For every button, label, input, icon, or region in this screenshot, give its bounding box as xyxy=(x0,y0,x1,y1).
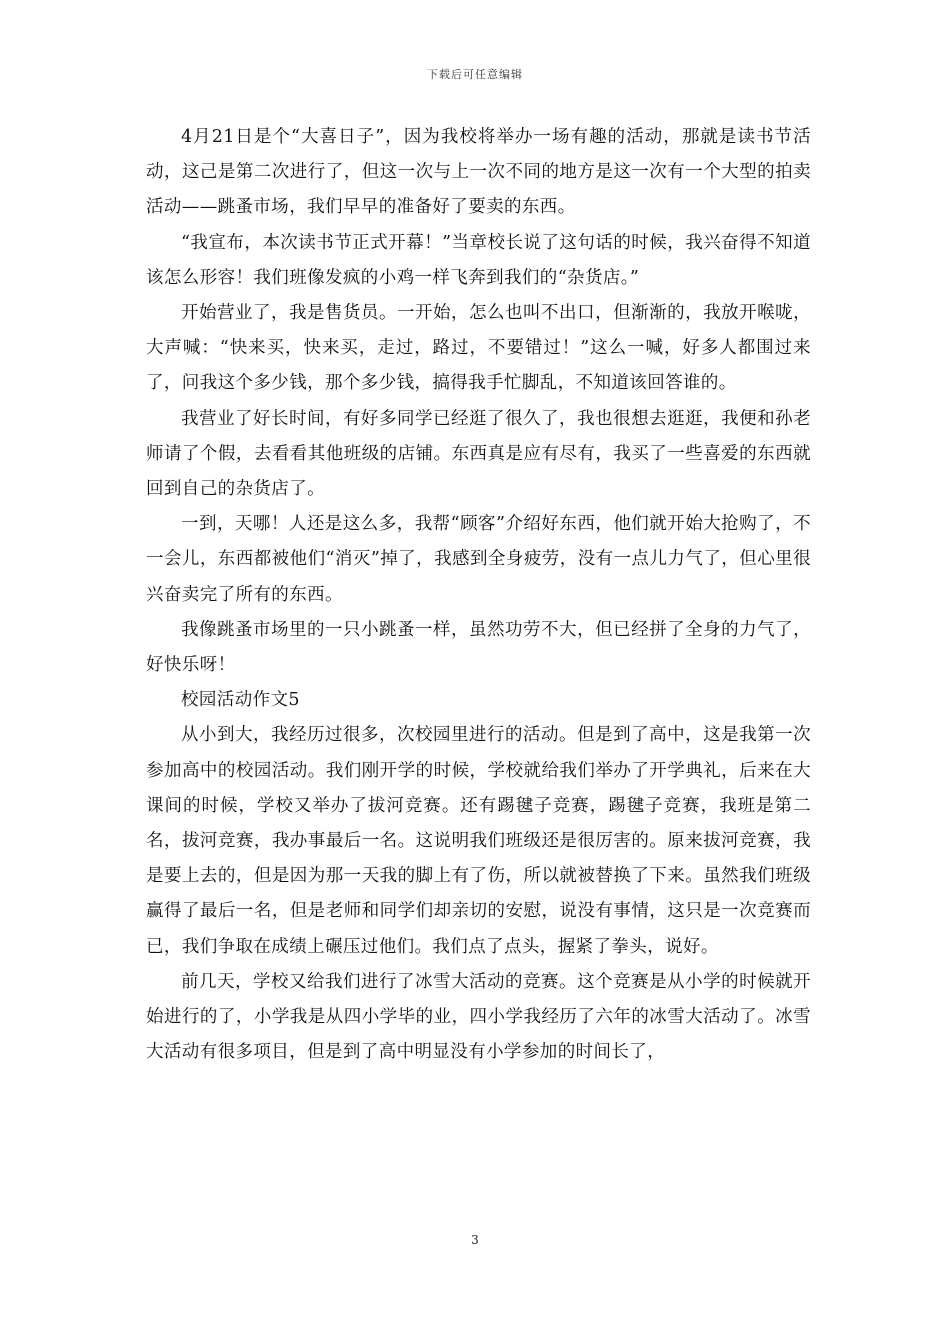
paragraph-8: 前几天，学校又给我们进行了冰雪大活动的竞赛。这个竞赛是从小学的时候就开始进行的了，小学我是从四小学毕的业，四小学我经历了六年的冰雪大活动了。冰雪大活动有很多项目，但是到了高中明显没有小学参加的时间长了， xyxy=(146,971,811,1063)
document-body xyxy=(146,120,811,1070)
page-header-note: 下载后可任意编辑 xyxy=(427,68,523,81)
paragraph-3: 开始营业了，我是售货员。一开始，怎么也叫不出口，但渐渐的，我放开喉咙，大声喊：“快来买，快来买，走过，路过，不要错过！”这么一喊，好多人都围过来了，问我这个多少钱，那个多少钱，搞得我手忙脚乱，不知道该回答谁的。 xyxy=(146,303,811,394)
paragraph-6: 我像跳蚤市场里的一只小跳蚤一样，虽然功劳不大，但已经拼了全身的力气了，好快乐呀！ xyxy=(146,619,811,676)
section-title: 校园活动作文5 xyxy=(181,690,300,711)
paragraph-1: 4月21日是个“大喜日子”，因为我校将举办一场有趣的活动，那就是读书节活动，这己是第二次进行了，但这一次与上一次不同的地方是这一次有一个大型的拍卖活动——跳蚤市场，我们早早的准备好了要卖的东西。 xyxy=(146,127,811,218)
paragraph-4: 我营业了好长时间，有好多同学已经逛了很久了，我也很想去逛逛，我便和孙老师请了个假，去看看其他班级的店铺。东西真是应有尽有，我买了一些喜爱的东西就回到自己的杂货店了。 xyxy=(146,408,811,500)
paragraph-7: 从小到大，我经历过很多，次校园里进行的活动。但是到了高中，这是我第一次参加高中的校园活动。我们刚开学的时候，学校就给我们举办了开学典礼，后来在大课间的时候，学校又举办了拔河竞赛。还有踢毽子竞赛，踢毽子竞赛，我班是第二名，拔河竞赛，我办事最后一名。这说明我们班级还是很厉害的。原来拔河竞赛，我是要上去的，但是因为那一天我的脚上有了伤，所以就被替换了下来。虽然我们班级赢得了最后一名，但是老师和同学们却亲切的安慰，说没有事情，这只是一次竞赛而已，我们争取在成绩上碾压过他们。我们点了点头，握紧了拳头，说好。 xyxy=(146,725,811,957)
paragraph-2: “我宣布，本次读书节正式开幕！”当章校长说了这句话的时候，我兴奋得不知道该怎么形容！我们班像发疯的小鸡一样飞奔到我们的“杂货店。” xyxy=(146,232,811,288)
paragraph-5: 一到，天哪！人还是这么多，我帮“顾客”介绍好东西，他们就开始大抢购了，不一会儿，东西都被他们“消灭”掉了，我感到全身疲劳，没有一点儿力气了，但心里很兴奋卖完了所有的东西。 xyxy=(146,514,811,605)
page-number: 3 xyxy=(471,1233,479,1247)
